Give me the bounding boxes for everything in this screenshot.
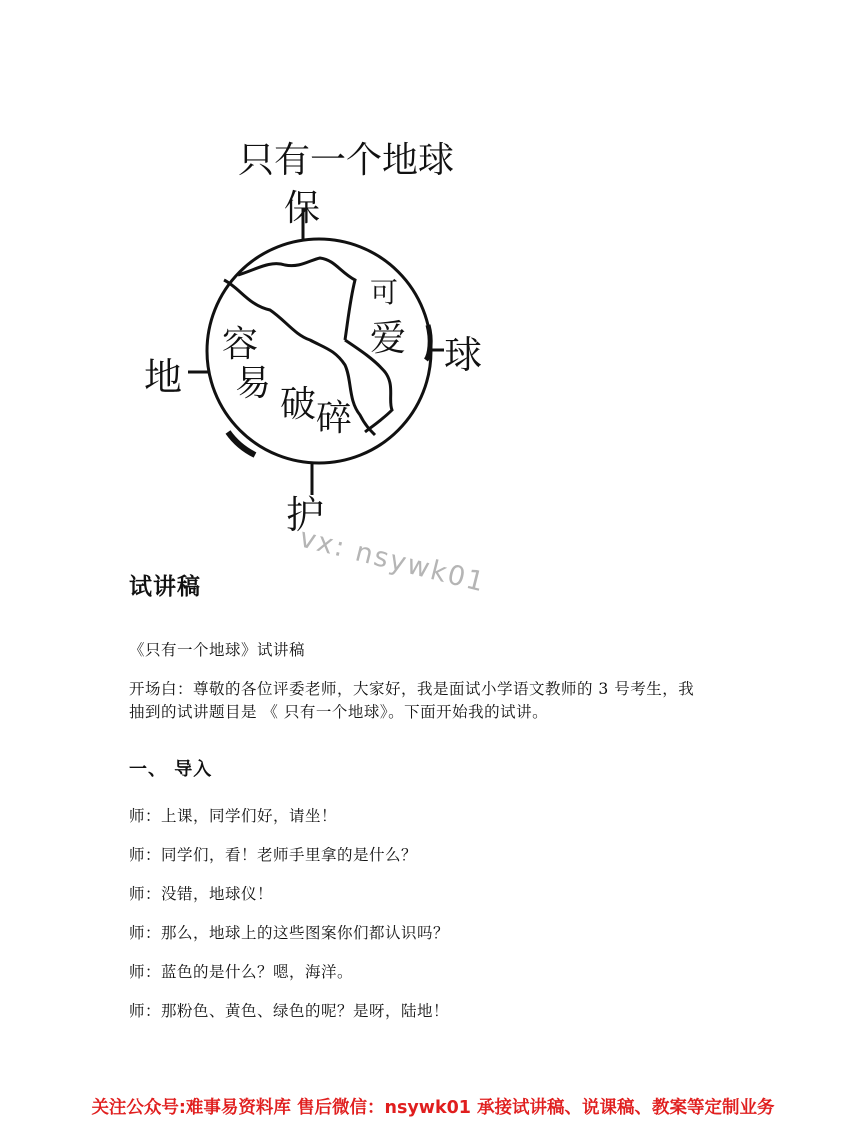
dialogue-line: 师：同学们，看！老师手里拿的是什么？ [129,846,418,864]
opening-line-1: 开场白：尊敬的各位评委老师，大家好，我是面试小学语文教师的 3 号考生，我 [129,680,695,698]
char-left: 地 [144,355,183,399]
inner-right-char-1: 可 [370,276,399,309]
opening-line-2: 抽到的试讲题目是 《 只有一个地球》。下面开始我的试讲。 [129,703,549,721]
dialogue-lines [129,805,739,1023]
opening-paragraph [129,678,739,724]
char-bottom: 护 [286,493,325,537]
globe-sketch [120,110,520,580]
char-right: 球 [444,333,483,377]
document-subtitle: 《只有一个地球》试讲稿 [129,641,306,659]
char-top: 保 [284,188,321,229]
inner-right-char-2: 爱 [370,318,407,359]
footer-banner: 关注公众号:难事易资料库 售后微信：nsywk01 承接试讲稿、说课稿、教案等定制业务 [91,1098,775,1118]
inner-left-char-4: 碎 [316,398,353,439]
inner-left-char-3: 破 [280,384,317,425]
dialogue-line: 师：蓝色的是什么？嗯，海洋。 [129,963,354,981]
shading-mark [228,432,255,455]
right-tick [426,325,430,360]
board-drawing [120,110,520,580]
watermark-text: vx: nsywk01 [296,522,489,599]
drawing-title: 只有一个地球 [238,140,455,181]
dialogue-line: 师：那粉色、黄色、绿色的呢？是呀，陆地！ [129,1002,450,1020]
inner-left-char-2: 易 [235,363,272,404]
dialogue-line: 师：上课，同学们好，请坐！ [129,807,338,825]
document-title: 试讲稿 [129,574,201,600]
inner-left-char-1: 容 [222,324,259,365]
section-heading: 一、 导入 [129,759,213,780]
dialogue-line: 师：没错，地球仪！ [129,885,274,903]
dialogue-line: 师：那么，地球上的这些图案你们都认识吗？ [129,924,450,942]
document-body [129,568,739,1039]
